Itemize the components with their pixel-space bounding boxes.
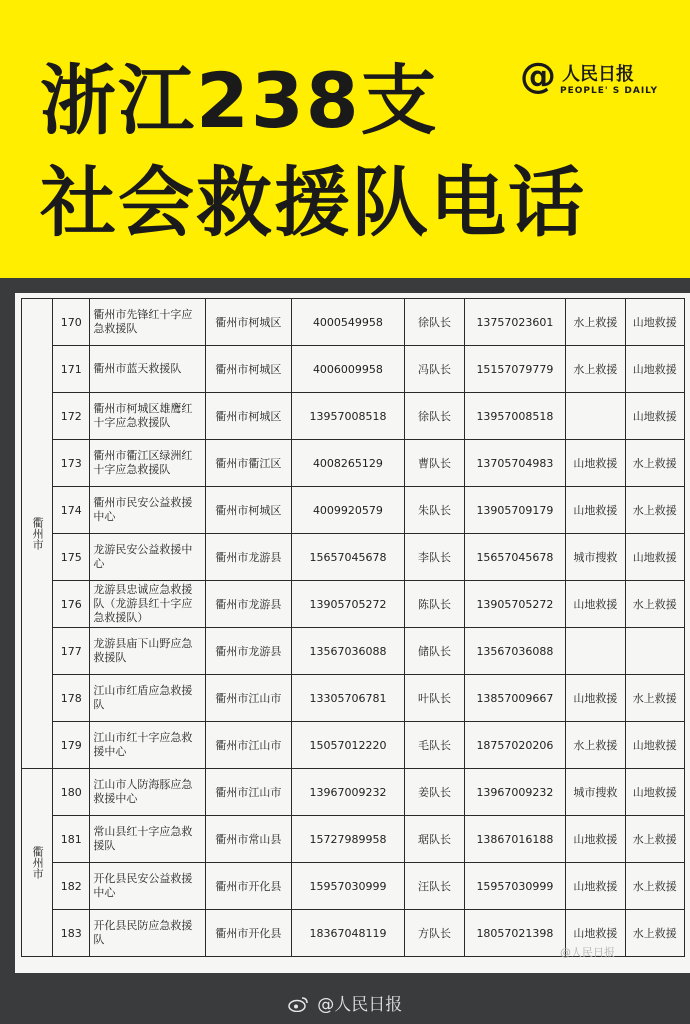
spec2-cell: 水上救援 <box>625 440 684 487</box>
spec2-cell: 水上救援 <box>625 581 684 628</box>
leader-cell: 徐队长 <box>405 393 464 440</box>
area-cell: 衢州市龙游县 <box>206 581 292 628</box>
phone1-cell: 13905705272 <box>291 581 405 628</box>
table-row <box>22 722 685 769</box>
no-cell: 177 <box>53 628 90 675</box>
leader-cell: 汪队长 <box>405 863 464 910</box>
leader-cell: 陈队长 <box>405 581 464 628</box>
phone2-cell: 13905709179 <box>464 487 566 534</box>
phone2-cell: 13857009667 <box>464 675 566 722</box>
name-cell: 江山市人防海豚应急救援中心 <box>90 769 206 816</box>
leader-cell: 方队长 <box>405 910 464 957</box>
phone2-cell: 18057021398 <box>464 910 566 957</box>
area-cell: 衢州市江山市 <box>206 722 292 769</box>
spec2-cell: 山地救援 <box>625 393 684 440</box>
spec1-cell: 山地救援 <box>566 910 625 957</box>
leader-cell: 琚队长 <box>405 816 464 863</box>
no-cell: 176 <box>53 581 90 628</box>
phone1-cell: 18367048119 <box>291 910 405 957</box>
phone1-cell: 15727989958 <box>291 816 405 863</box>
phone2-cell: 15657045678 <box>464 534 566 581</box>
phone1-cell: 13967009232 <box>291 769 405 816</box>
leader-cell: 冯队长 <box>405 346 464 393</box>
leader-cell: 叶队长 <box>405 675 464 722</box>
no-cell: 171 <box>53 346 90 393</box>
spec2-cell: 山地救援 <box>625 346 684 393</box>
no-cell: 170 <box>53 299 90 346</box>
area-cell: 衢州市龙游县 <box>206 534 292 581</box>
table-row <box>22 581 685 628</box>
area-cell: 衢州市江山市 <box>206 769 292 816</box>
table-row <box>22 534 685 581</box>
no-cell: 179 <box>53 722 90 769</box>
name-cell: 龙游县忠诚应急救援队（龙游县红十字应急救援队） <box>90 581 206 628</box>
no-cell: 181 <box>53 816 90 863</box>
phone2-cell: 13957008518 <box>464 393 566 440</box>
name-cell: 衢州市民安公益救援中心 <box>90 487 206 534</box>
footer-credit <box>0 990 690 1015</box>
phone1-cell: 4009920579 <box>291 487 405 534</box>
area-cell: 衢州市开化县 <box>206 863 292 910</box>
table-row <box>22 816 685 863</box>
leader-cell: 姜队长 <box>405 769 464 816</box>
name-cell: 衢州市衢江区绿洲红十字应急救援队 <box>90 440 206 487</box>
rescue-team-table <box>21 298 685 957</box>
page-title-line-1: 浙江238支 <box>40 56 439 145</box>
leader-cell: 毛队长 <box>405 722 464 769</box>
spec1-cell <box>566 393 625 440</box>
phone2-cell: 15157079779 <box>464 346 566 393</box>
leader-cell: 朱队长 <box>405 487 464 534</box>
spec1-cell: 水上救援 <box>566 346 625 393</box>
spec2-cell: 水上救援 <box>625 816 684 863</box>
table-paper <box>15 293 690 973</box>
phone1-cell: 4000549958 <box>291 299 405 346</box>
spec2-cell: 山地救援 <box>625 299 684 346</box>
spec2-cell: 水上救援 <box>625 487 684 534</box>
area-cell: 衢州市柯城区 <box>206 487 292 534</box>
name-cell: 衢州市先锋红十字应急救援队 <box>90 299 206 346</box>
phone1-cell: 15957030999 <box>291 863 405 910</box>
area-cell: 衢州市常山县 <box>206 816 292 863</box>
area-cell: 衢州市柯城区 <box>206 393 292 440</box>
table-row <box>22 487 685 534</box>
phone1-cell: 13305706781 <box>291 675 405 722</box>
name-cell: 常山县红十字应急救援队 <box>90 816 206 863</box>
area-cell: 衢州市开化县 <box>206 910 292 957</box>
phone2-cell: 18757020206 <box>464 722 566 769</box>
spec1-cell: 水上救援 <box>566 722 625 769</box>
table-row <box>22 863 685 910</box>
spec2-cell <box>625 628 684 675</box>
leader-cell: 曹队长 <box>405 440 464 487</box>
name-cell: 江山市红十字应急救援中心 <box>90 722 206 769</box>
city-cell: 衢州市 <box>22 299 53 769</box>
area-cell: 衢州市柯城区 <box>206 346 292 393</box>
spec1-cell: 城市搜救 <box>566 534 625 581</box>
no-cell: 180 <box>53 769 90 816</box>
corner-watermark: @人民日报 <box>560 946 615 959</box>
spec1-cell: 城市搜救 <box>566 769 625 816</box>
no-cell: 182 <box>53 863 90 910</box>
header-banner <box>0 0 690 278</box>
table-row <box>22 675 685 722</box>
no-cell: 178 <box>53 675 90 722</box>
spec2-cell: 山地救援 <box>625 534 684 581</box>
area-cell: 衢州市衢江区 <box>206 440 292 487</box>
spec1-cell <box>566 628 625 675</box>
logo-en-text: PEOPLE' S DAILY <box>560 86 659 96</box>
footer-text: @人民日报 <box>317 995 403 1015</box>
page-title-line-2: 社会救援队电话 <box>40 158 586 247</box>
city-cell: 衢州市 <box>22 769 53 957</box>
no-cell: 175 <box>53 534 90 581</box>
table-row <box>22 393 685 440</box>
spec2-cell: 山地救援 <box>625 769 684 816</box>
spec2-cell: 水上救援 <box>625 675 684 722</box>
no-cell: 174 <box>53 487 90 534</box>
table-row <box>22 769 685 816</box>
spec1-cell: 山地救援 <box>566 487 625 534</box>
phone2-cell: 13905705272 <box>464 581 566 628</box>
name-cell: 衢州市柯城区雄鹰红十字应急救援队 <box>90 393 206 440</box>
phone2-cell: 13705704983 <box>464 440 566 487</box>
no-cell: 173 <box>53 440 90 487</box>
spec1-cell: 山地救援 <box>566 816 625 863</box>
weibo-icon <box>288 996 308 1012</box>
name-cell: 开化县民防应急救援队 <box>90 910 206 957</box>
phone2-cell: 13757023601 <box>464 299 566 346</box>
area-cell: 衢州市龙游县 <box>206 628 292 675</box>
name-cell: 龙游县庙下山野应急救援队 <box>90 628 206 675</box>
phone2-cell: 15957030999 <box>464 863 566 910</box>
table-row <box>22 346 685 393</box>
spec1-cell: 山地救援 <box>566 863 625 910</box>
area-cell: 衢州市柯城区 <box>206 299 292 346</box>
spec1-cell: 水上救援 <box>566 299 625 346</box>
leader-cell: 李队长 <box>405 534 464 581</box>
peoples-daily-logo <box>520 56 660 106</box>
name-cell: 衢州市蓝天救援队 <box>90 346 206 393</box>
spec1-cell: 山地救援 <box>566 675 625 722</box>
phone1-cell: 4008265129 <box>291 440 405 487</box>
spec2-cell: 水上救援 <box>625 863 684 910</box>
phone1-cell: 13957008518 <box>291 393 405 440</box>
no-cell: 183 <box>53 910 90 957</box>
phone1-cell: 13567036088 <box>291 628 405 675</box>
phone1-cell: 15057012220 <box>291 722 405 769</box>
name-cell: 江山市红盾应急救援队 <box>90 675 206 722</box>
phone2-cell: 13867016188 <box>464 816 566 863</box>
spec2-cell: 水上救援 <box>625 910 684 957</box>
leader-cell: 徐队长 <box>405 299 464 346</box>
spec1-cell: 山地救援 <box>566 440 625 487</box>
phone2-cell: 13567036088 <box>464 628 566 675</box>
spec2-cell: 山地救援 <box>625 722 684 769</box>
phone2-cell: 13967009232 <box>464 769 566 816</box>
table-row <box>22 299 685 346</box>
phone1-cell: 4006009958 <box>291 346 405 393</box>
phone1-cell: 15657045678 <box>291 534 405 581</box>
name-cell: 开化县民安公益救援中心 <box>90 863 206 910</box>
logo-cn-text: 人民日报 <box>562 64 634 85</box>
area-cell: 衢州市江山市 <box>206 675 292 722</box>
leader-cell: 储队长 <box>405 628 464 675</box>
at-icon: @ <box>520 56 556 97</box>
no-cell: 172 <box>53 393 90 440</box>
name-cell: 龙游民安公益救援中心 <box>90 534 206 581</box>
table-row <box>22 440 685 487</box>
table-row <box>22 628 685 675</box>
spec1-cell: 山地救援 <box>566 581 625 628</box>
